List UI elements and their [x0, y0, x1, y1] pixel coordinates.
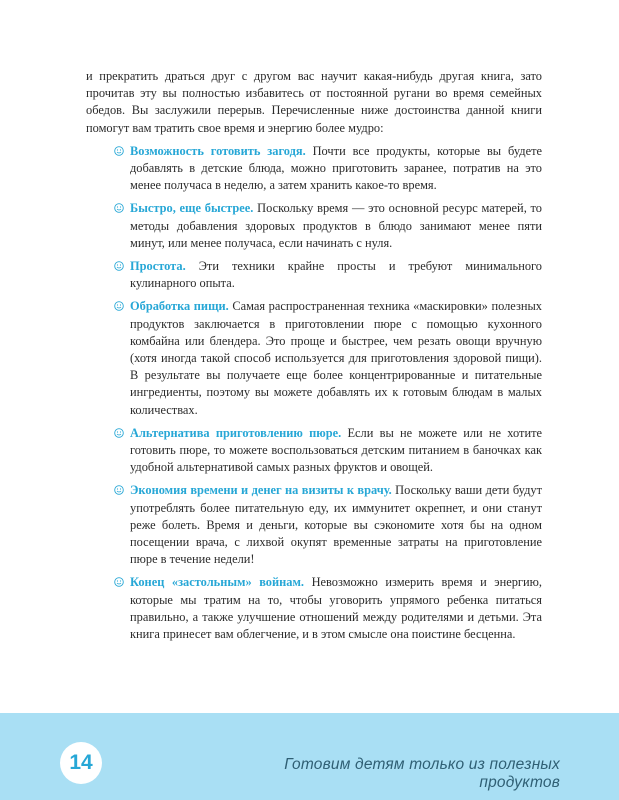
benefit-item	[86, 298, 542, 418]
intro-paragraph: и прекратить драться друг с другом вас научит какая-нибудь другая книга, зато прочитав эту вы полностью избавитесь от постоянной ругани во время семейных обедов. Вы заслужили перерыв. Перечисленные ниже достоинства данной книги помогут вам тратить свое время и энергию более мудро:	[86, 69, 542, 135]
benefit-lead: Обработка пищи.	[130, 299, 229, 314]
benefit-text: Невозможно измерить время и энергию, которые мы тратим на то, чтобы уговорить упрямого ребенка питаться правильно, а также улучшение отношений между родителями и детьми. Эта книга принесет вам облегчение, и в этом смысле она поистине бесценна.	[130, 575, 543, 642]
benefit-item	[86, 200, 542, 252]
benefit-text: Эти техники крайне просты и требуют минимального кулинарного опыта.	[130, 259, 542, 291]
benefit-lead: Конец «застольным» войнам.	[130, 575, 305, 590]
smiley-icon	[114, 261, 124, 271]
benefit-text: Почти все продукты, которые вы будете добавлять в детские блюда, можно приготовить заранее, потратив на это менее получаса в неделю, а затем хранить какое-то время.	[130, 143, 542, 193]
benefit-item	[86, 574, 542, 643]
smiley-icon	[114, 485, 124, 495]
benefit-lead: Простота.	[130, 259, 186, 274]
smiley-icon	[114, 203, 124, 213]
smiley-icon	[114, 146, 124, 156]
benefit-text: Самая распространенная техника «маскировки» полезных продуктов заключается в приготовлении пюре с помощью кухонного комбайна или блендера. Это проще и быстрее, чем резать овощи вручную (хотя иногда такой способ используется для приготовления здоровой пищи). В результате вы получаете еще более концентрированные и питательные ингредиенты, поэтому вы можете добавлять их к готовым блюдам в малых количествах.	[130, 299, 542, 417]
benefit-text: Поскольку время — это основной ресурс матерей, то методы добавления здоровых продуктов в блюдо занимают менее пяти минут, или менее получаса, если начинать с нуля.	[130, 201, 542, 250]
benefit-lead: Альтернатива приготовлению пюре.	[130, 425, 342, 440]
benefit-text: Поскольку ваши дети будут употреблять более питательную еду, их иммунитет окрепнет, и они станут реже болеть. Время и деньги, которые вы сэкономите хотя бы на одном посещении врача, с лихвой окупят временные затраты на приготовление пюре в течение недели!	[130, 483, 542, 567]
smiley-icon	[114, 301, 124, 311]
benefit-lead: Возможность готовить загодя.	[130, 143, 306, 158]
smiley-icon	[114, 577, 124, 587]
benefit-item	[86, 425, 542, 477]
benefit-item	[86, 258, 542, 292]
running-title: Готовим детям только из полезных продуктов	[284, 756, 560, 791]
benefit-item	[86, 143, 542, 195]
smiley-icon	[114, 428, 124, 438]
benefit-text: Если вы не можете или не хотите готовить пюре, то можете воспользоваться детским питанием в баночках как удобной альтернативой самых разных фруктов и овощей.	[130, 425, 542, 475]
benefit-lead: Быстро, еще быстрее.	[130, 201, 254, 216]
benefit-lead: Экономия времени и денег на визиты к врачу.	[130, 483, 392, 498]
benefit-item	[86, 482, 542, 568]
benefit-list	[86, 143, 542, 643]
page-number: 14	[60, 742, 102, 784]
page-body	[86, 68, 542, 649]
